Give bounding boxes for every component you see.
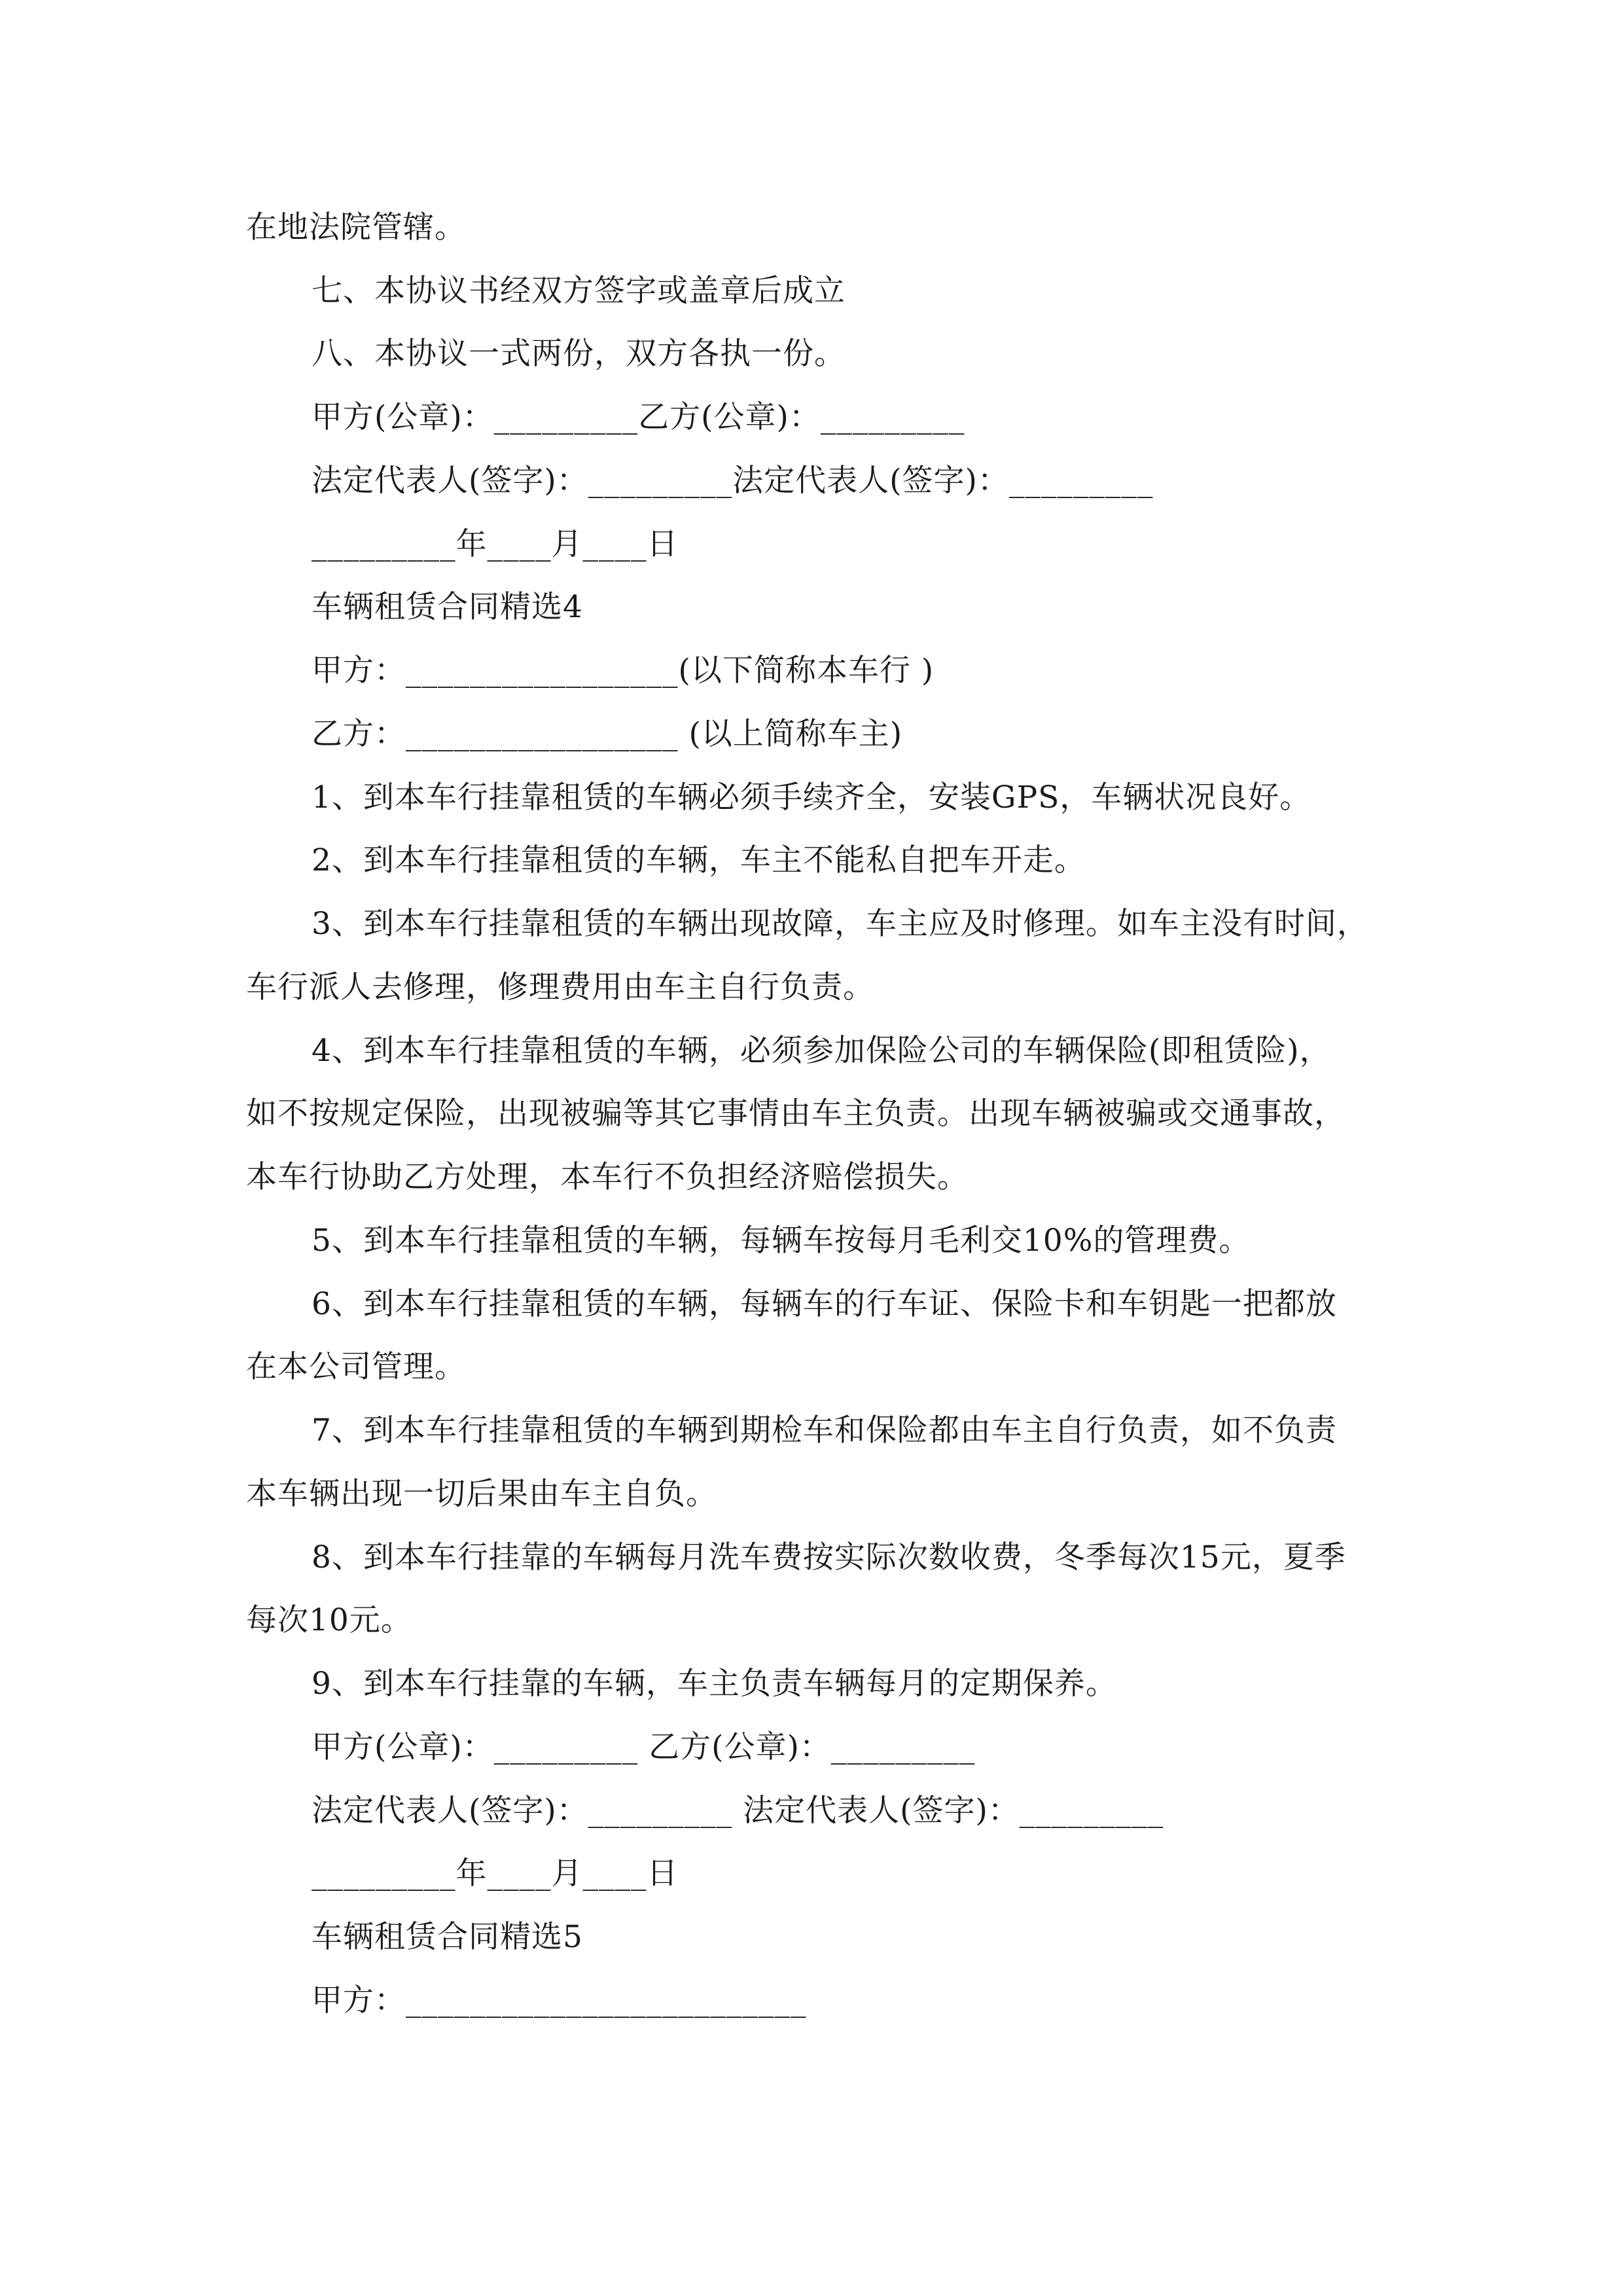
party-seal-line: 甲方(公章)：_________乙方(公章)：_________: [312, 399, 965, 435]
party-b-line: 乙方：_________________ (以上简称车主): [312, 716, 903, 752]
clause-continuation-line: 每次10元。: [246, 1602, 412, 1638]
clause-line: 4、到本车行挂靠租赁的车辆，必须参加保险公司的车辆保险(即租赁险)，: [312, 1033, 1331, 1069]
section-title: 车辆租赁合同精选4: [312, 589, 583, 625]
section-title: 车辆租赁合同精选5: [312, 1919, 583, 1955]
clause-line: 3、到本车行挂靠租赁的车辆出现故障，车主应及时修理。如车主没有时间，: [312, 906, 1368, 942]
clause-8-line: 八、本协议一式两份，双方各执一份。: [312, 336, 846, 372]
date-line: _________年____月____日: [312, 526, 679, 562]
clause-line: 9、到本车行挂靠的车辆，车主负责车辆每月的定期保养。: [312, 1666, 1117, 1702]
clause-continuation-line: 在本公司管理。: [246, 1349, 466, 1385]
clause-line: 5、到本车行挂靠租赁的车辆，每辆车按每月毛利交10%的管理费。: [312, 1223, 1251, 1259]
clause-continuation-line: 本车行协助乙方处理，本车行不负担经济赔偿损失。: [246, 1159, 969, 1195]
representative-signature-line: 法定代表人(签字)：_________ 法定代表人(签字)：_________: [312, 1793, 1164, 1829]
representative-signature-line: 法定代表人(签字)：_________法定代表人(签字)：_________: [312, 463, 1154, 499]
clause-continuation-line: 车行派人去修理，修理费用由车主自行负责。: [246, 969, 874, 1005]
party-seal-line: 甲方(公章)：_________ 乙方(公章)：_________: [312, 1729, 976, 1765]
party-a-line: 甲方：_________________(以下简称本车行 ): [312, 653, 935, 689]
clause-line: 7、到本车行挂靠租赁的车辆到期检车和保险都由车主自行负责，如不负责: [312, 1412, 1337, 1448]
clause-continuation-line: 如不按规定保险，出现被骗等其它事情由车主负责。出现车辆被骗或交通事故，: [246, 1096, 1346, 1132]
date-line: _________年____月____日: [312, 1856, 679, 1892]
paragraph-line: 在地法院管辖。: [246, 209, 466, 245]
clause-line: 1、到本车行挂靠租赁的车辆必须手续齐全，安装GPS，车辆状况良好。: [312, 780, 1311, 816]
clause-continuation-line: 本车辆出现一切后果由车主自负。: [246, 1476, 717, 1512]
clause-7-line: 七、本协议书经双方签字或盖章后成立: [312, 273, 846, 309]
clause-line: 6、到本车行挂靠租赁的车辆，每辆车的行车证、保险卡和车钥匙一把都放: [312, 1286, 1337, 1322]
clause-line: 2、到本车行挂靠租赁的车辆，车主不能私自把车开走。: [312, 842, 1086, 878]
clause-line: 8、到本车行挂靠的车辆每月洗车费按实际次数收费，冬季每次15元，夏季: [312, 1539, 1346, 1575]
party-a-line: 甲方：_________________________: [312, 1982, 807, 2018]
